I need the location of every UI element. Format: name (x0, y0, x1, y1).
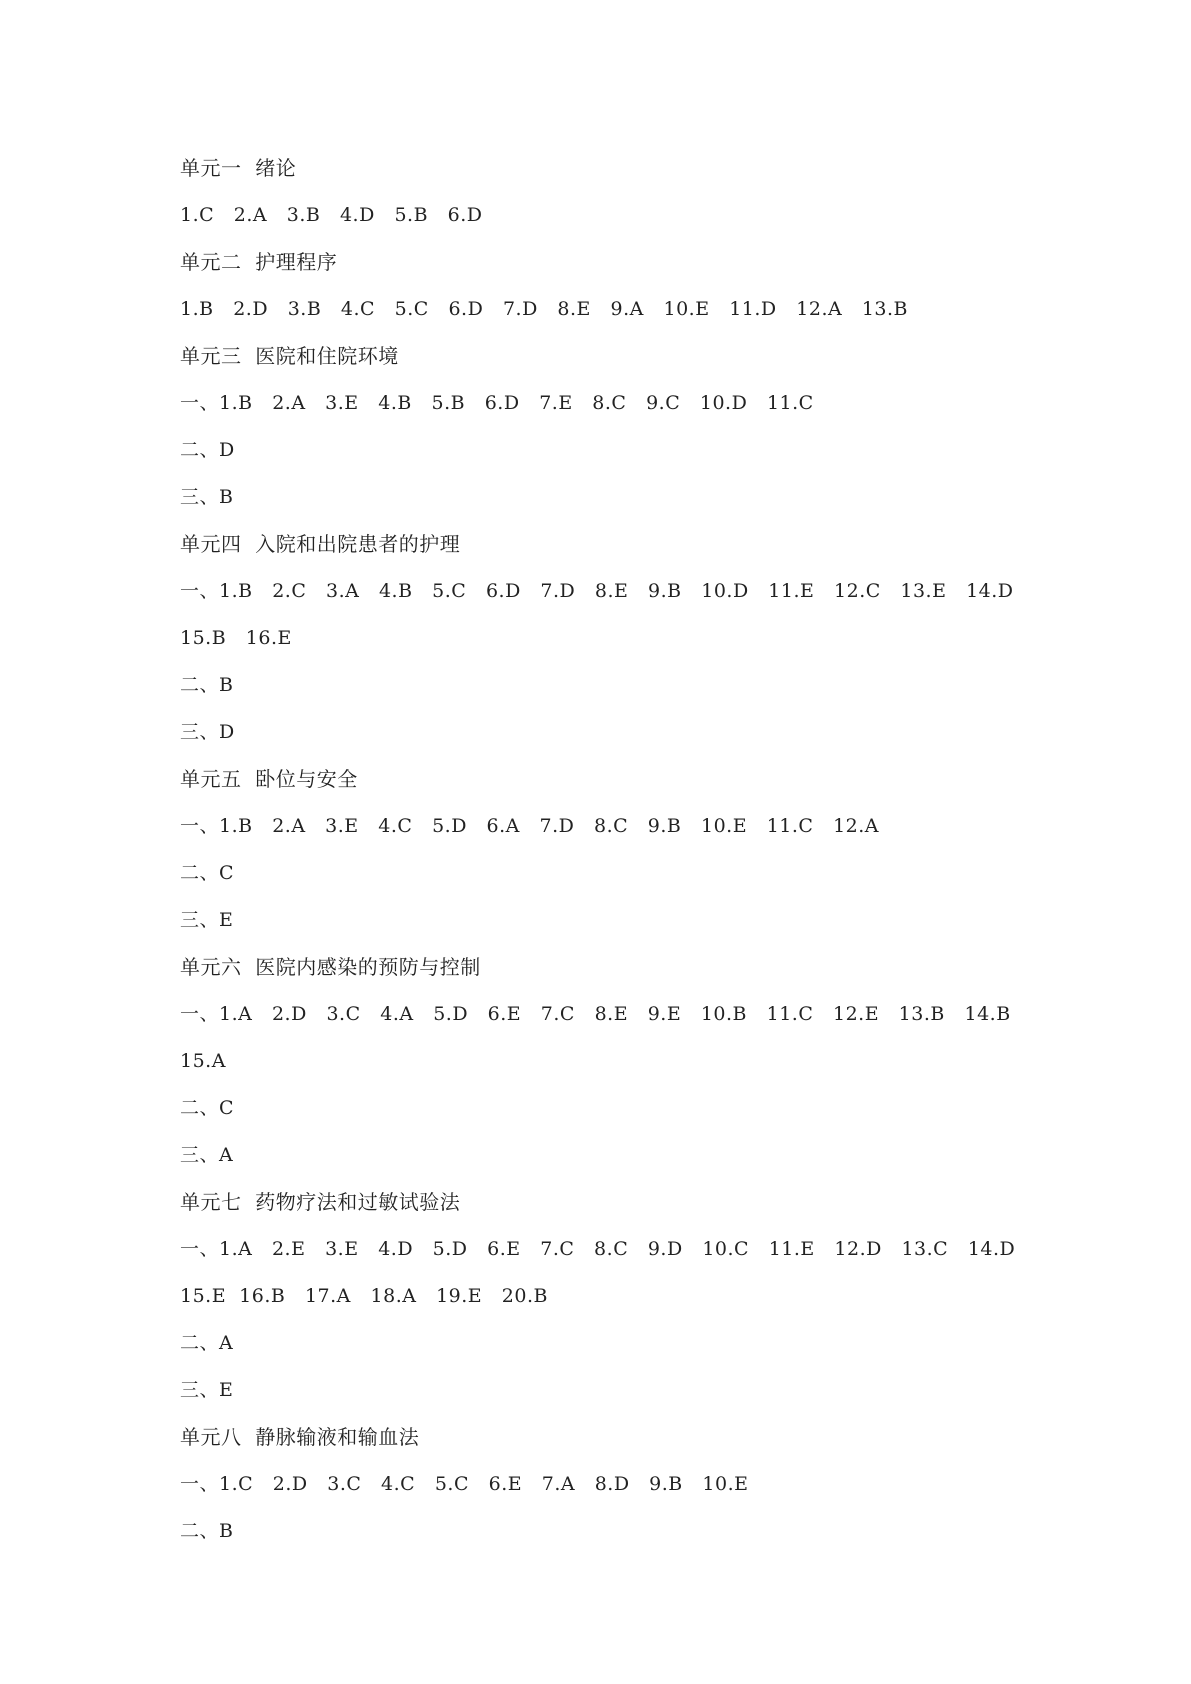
unit-4-part-2-answers: 二、B (180, 674, 234, 696)
unit-4-part-1-answers: 一、1.B 2.C 3.A 4.B 5.C 6.D 7.D 8.E 9.B 10.D 11.E 12.C 13.E 14.D (180, 580, 1014, 602)
unit-4-heading: 单元四 入院和出院患者的护理 (180, 532, 461, 556)
unit-7-part-2-answers: 二、A (180, 1332, 234, 1354)
unit-4-part-3-answers: 三、D (180, 721, 235, 743)
unit-5-part-1-answers: 一、1.B 2.A 3.E 4.C 5.D 6.A 7.D 8.C 9.B 10.E 11.C 12.A (180, 815, 880, 837)
unit-7-part-3-answers: 三、E (180, 1379, 234, 1401)
unit-7-heading: 单元七 药物疗法和过敏试验法 (180, 1190, 461, 1214)
unit-7-part-1-answers: 一、1.A 2.E 3.E 4.D 5.D 6.E 7.C 8.C 9.D 10.C 11.E 12.D 13.C 14.D (180, 1238, 1016, 1260)
unit-6-heading: 单元六 医院内感染的预防与控制 (180, 955, 481, 979)
unit-5-part-3-answers: 三、E (180, 909, 234, 931)
unit-6-part-2-answers: 二、C (180, 1097, 235, 1119)
unit-1-heading: 单元一 绪论 (180, 156, 297, 180)
unit-7-part-1-answers-cont: 15.E 16.B 17.A 18.A 19.E 20.B (180, 1285, 548, 1307)
unit-3-heading: 单元三 医院和住院环境 (180, 344, 399, 368)
unit-2-heading: 单元二 护理程序 (180, 250, 338, 274)
unit-6-part-1-answers: 一、1.A 2.D 3.C 4.A 5.D 6.E 7.C 8.E 9.E 10.B 11.C 12.E 13.B 14.B (180, 1003, 1011, 1025)
answer-key-document (180, 145, 1080, 1555)
unit-4-part-1-answers-cont: 15.B 16.E (180, 627, 292, 649)
unit-6-part-1-answers-cont: 15.A (180, 1050, 226, 1072)
unit-3-part-2-answers: 二、D (180, 439, 235, 461)
unit-8-part-1-answers: 一、1.C 2.D 3.C 4.C 5.C 6.E 7.A 8.D 9.B 10.E (180, 1473, 749, 1495)
unit-5-part-2-answers: 二、C (180, 862, 235, 884)
unit-5-heading: 单元五 卧位与安全 (180, 767, 358, 791)
unit-1-answers: 1.C 2.A 3.B 4.D 5.B 6.D (180, 204, 483, 226)
unit-8-heading: 单元八 静脉输液和输血法 (180, 1425, 420, 1449)
unit-2-answers: 1.B 2.D 3.B 4.C 5.C 6.D 7.D 8.E 9.A 10.E 11.D 12.A 13.B (180, 298, 909, 320)
unit-3-part-1-answers: 一、1.B 2.A 3.E 4.B 5.B 6.D 7.E 8.C 9.C 10.D 11.C (180, 392, 814, 414)
unit-3-part-3-answers: 三、B (180, 486, 234, 508)
unit-8-part-2-answers: 二、B (180, 1520, 234, 1542)
unit-6-part-3-answers: 三、A (180, 1144, 234, 1166)
